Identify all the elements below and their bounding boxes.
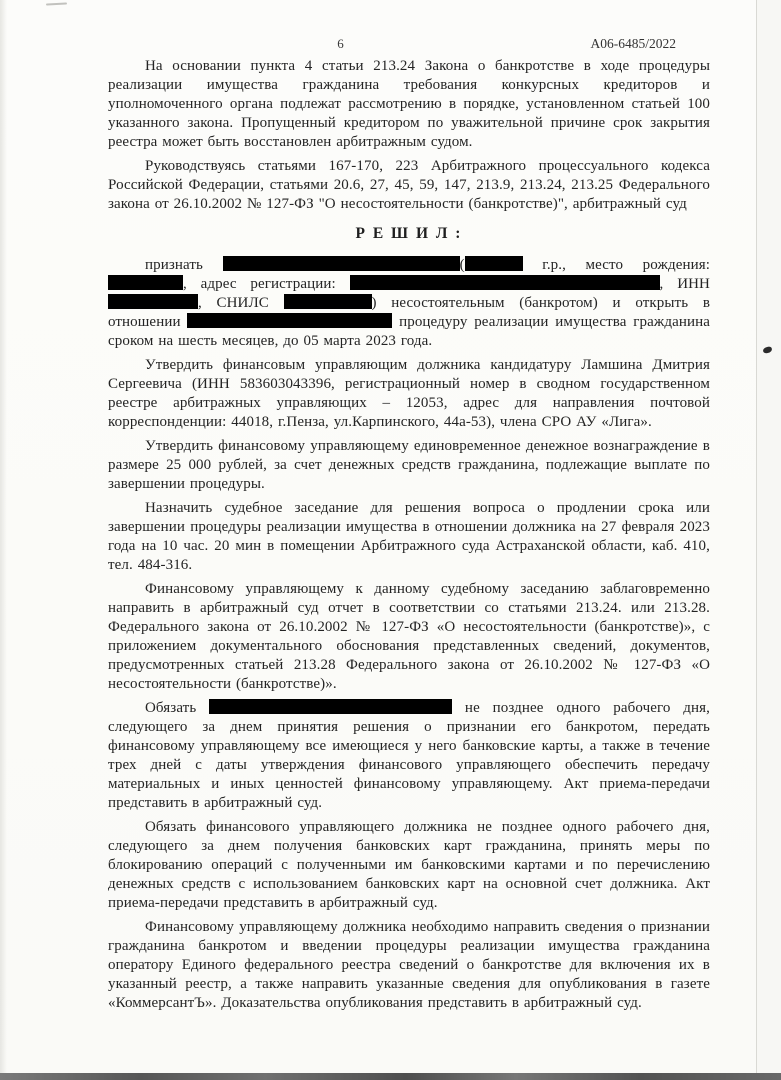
text-run: не позднее одного рабочего дня, следующего за днем принятия решения о признании его банкротом, передать финансовому управляющему все имеющиеся у него банковские карты, а также в течение трех дней с даты утверждения финансового управляющего обеспечить передачу материальных и иных ценностей финансовому управляющему. Акт приема-передачи представить в арбитражный суд. [108, 700, 710, 811]
redaction-bar [284, 294, 372, 309]
page-header [0, 36, 757, 54]
text-run: , СНИЛС [198, 295, 284, 311]
document-body [108, 57, 710, 1018]
paragraph [108, 699, 710, 813]
scan-artifact-right-margin [757, 0, 781, 1073]
redaction-bar [108, 294, 198, 309]
text-run: Назначить судебное заседание для решения вопроса о продлении срока или завершении процедуры реализации имущества в отношении должника на 27 февраля 2023 года на 10 час. 20 мин в помещении Арбитражного суда Астраханской области, каб. 410, тел. 484-316. [108, 500, 710, 573]
text-run: Обязать [145, 700, 210, 716]
redaction-bar [209, 699, 452, 714]
text-run: ) несостоятельным (банкротом) и открыть в отношении [108, 295, 710, 330]
paragraph [108, 157, 710, 214]
redaction-bar [223, 256, 460, 271]
paragraph [108, 918, 710, 1013]
page-number: 6 [337, 36, 344, 51]
text-run: Р Е Ш И Л : [355, 225, 463, 242]
text-run: Финансовому управляющему к данному судебному заседанию заблаговременно направить в арбитражный суд отчет в соответствии со статьями 213.24. или 213.28. Федерального закона от 26.10.2002 № 127-ФЗ «О несостоятельности (банкротстве)», с приложением документального обоснования представленных сведений, документов, предусмотренных статьей 213.28 Федерального закона от 26.10.2002 № 127-ФЗ «О несостоятельности (банкротстве)». [108, 581, 710, 692]
redaction-bar [465, 256, 523, 271]
text-run: процедуру реализации имущества гражданина сроком на шесть месяцев, до 05 марта 2023 года. [108, 314, 710, 349]
text-run: На основании пункта 4 статьи 213.24 Закона о банкротстве в ходе процедуры реализации имущества гражданина требования конкурсных кредиторов и уполномоченного органа подлежат рассмотрению в порядке, установленном статьей 100 указанного закона. Пропущенный кредитором по уважительной причине срок закрытия реестра может быть восстановлен арбитражным судом. [108, 58, 710, 150]
text-run: , ИНН [659, 276, 710, 292]
paragraph [108, 256, 710, 351]
redaction-bar [108, 275, 183, 290]
paragraph [108, 499, 710, 575]
text-run: ( [459, 257, 465, 273]
paragraph [108, 580, 710, 694]
scan-artifact-pencil-mark [46, 2, 67, 5]
paragraph [108, 818, 710, 913]
paragraph [108, 437, 710, 494]
paragraph [108, 57, 710, 152]
scan-artifact-bottom-edge [0, 1073, 781, 1080]
text-run: Финансовому управляющему должника необходимо направить сведения о признании гражданина банкротом и введении процедуры реализации имущества гражданина оператору Единого федерального реестра сведений о банкротстве для включения их в указанный реестр, а также направить указанные сведения для опубликования в газете «КоммерсантЪ». Доказательства опубликования представить в арбитражный суд. [108, 919, 710, 1011]
text-run: , адрес регистрации: [183, 276, 350, 292]
text-run: Обязать финансового управляющего должника не позднее одного рабочего дня, следующего за днем получения банковских карт гражданина, принять меры по блокированию операций с полученными им банковскими картами и по перечислению денежных средств с использованием банковских карт на основной счет должника. Акт приема-передачи представить в арбитражный суд. [108, 819, 710, 911]
scan-artifact-page-edge-line [756, 0, 757, 1073]
text-run: Руководствуясь статьями 167-170, 223 Арбитражного процессуального кодекса Российской Федерации, статьями 20.6, 27, 45, 59, 147, 213.9, 213.24, 213.25 Федерального закона от 26.10.2002 № 127-ФЗ "О несостоятельности (банкротстве)", арбитражный суд [108, 158, 710, 212]
scan-artifact-left-edge [0, 0, 7, 1080]
text-run: признать [145, 257, 223, 273]
text-run: Утвердить финансовому управляющему единовременное денежное вознаграждение в размере 25 000 рублей, за счет денежных средств гражданина, подлежащие выплате по завершении процедуры. [108, 438, 710, 492]
redaction-bar [187, 313, 392, 328]
text-run: г.р., место рождения: [522, 257, 710, 273]
case-number: А06-6485/2022 [590, 36, 676, 51]
redaction-bar [350, 275, 660, 290]
paragraph [108, 356, 710, 432]
decision-heading [108, 225, 710, 243]
text-run: Утвердить финансовым управляющим должника кандидатуру Ламшина Дмитрия Сергеевича (ИНН 583603043396, регистрационный номер в сводном государственном реестре арбитражных управляющих – 12053, адрес для направления почтовой корреспонденции: 44018, г.Пенза, ул.Карпинского, 44а-53), члена СРО АУ «Лига». [108, 357, 710, 430]
